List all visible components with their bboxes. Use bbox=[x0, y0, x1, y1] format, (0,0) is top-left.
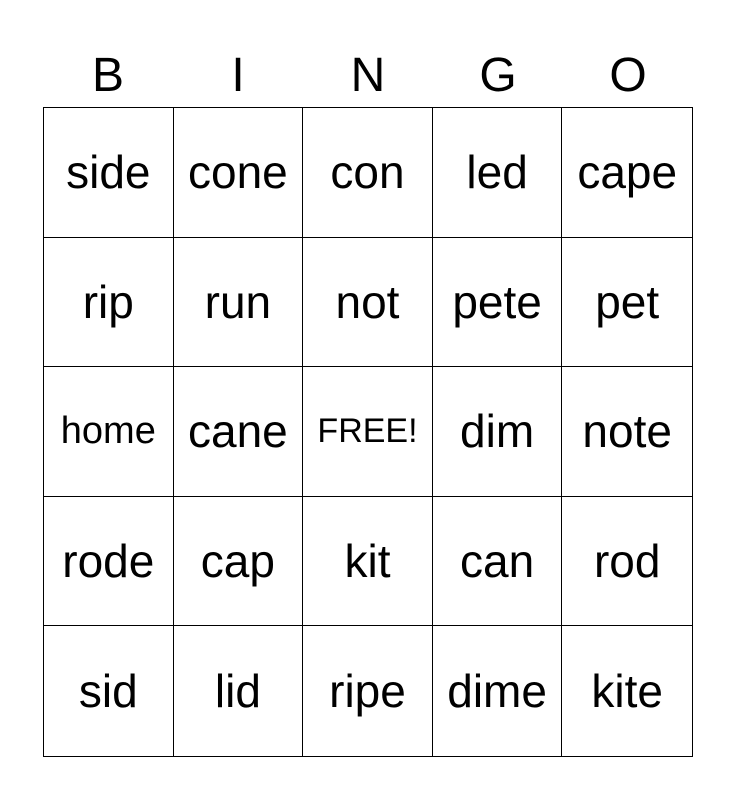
bingo-cell[interactable]: dim bbox=[433, 367, 563, 497]
bingo-cell[interactable]: home bbox=[44, 367, 174, 497]
header-letter-i: I bbox=[231, 49, 245, 102]
bingo-cell[interactable]: run bbox=[174, 238, 304, 368]
bingo-cell[interactable]: led bbox=[433, 108, 563, 238]
bingo-cell[interactable]: rod bbox=[562, 497, 692, 627]
bingo-cell[interactable]: cape bbox=[562, 108, 692, 238]
bingo-cell[interactable]: not bbox=[303, 238, 433, 368]
bingo-cell[interactable]: cane bbox=[174, 367, 304, 497]
bingo-cell[interactable]: rode bbox=[44, 497, 174, 627]
bingo-cell[interactable]: dime bbox=[433, 626, 563, 756]
bingo-cell[interactable]: kite bbox=[591, 665, 663, 718]
header-letter-o: O bbox=[609, 49, 647, 102]
header-letter-b: B bbox=[91, 49, 124, 102]
bingo-cell[interactable]: lid bbox=[174, 626, 304, 756]
bingo-cell[interactable]: cone bbox=[174, 108, 304, 238]
bingo-cell[interactable]: rip bbox=[44, 238, 174, 368]
bingo-cell[interactable]: can bbox=[433, 497, 563, 627]
bingo-cell[interactable]: kit bbox=[303, 497, 433, 627]
bingo-cell[interactable]: side bbox=[44, 108, 174, 238]
bingo-header bbox=[43, 44, 693, 108]
bingo-cell[interactable]: note bbox=[562, 367, 692, 497]
bingo-board bbox=[43, 107, 693, 757]
bingo-cell[interactable]: pet bbox=[562, 238, 692, 368]
bingo-cell[interactable]: sid bbox=[44, 626, 174, 756]
bingo-cell[interactable]: pete bbox=[433, 238, 563, 368]
bingo-cell[interactable]: cap bbox=[174, 497, 304, 627]
bingo-cell[interactable]: con bbox=[303, 108, 433, 238]
header-letter-g: G bbox=[479, 49, 517, 102]
free-space-cell[interactable]: FREE! bbox=[303, 367, 433, 497]
header-letter-n: N bbox=[350, 49, 386, 102]
bingo-cell[interactable]: ripe bbox=[303, 626, 433, 756]
